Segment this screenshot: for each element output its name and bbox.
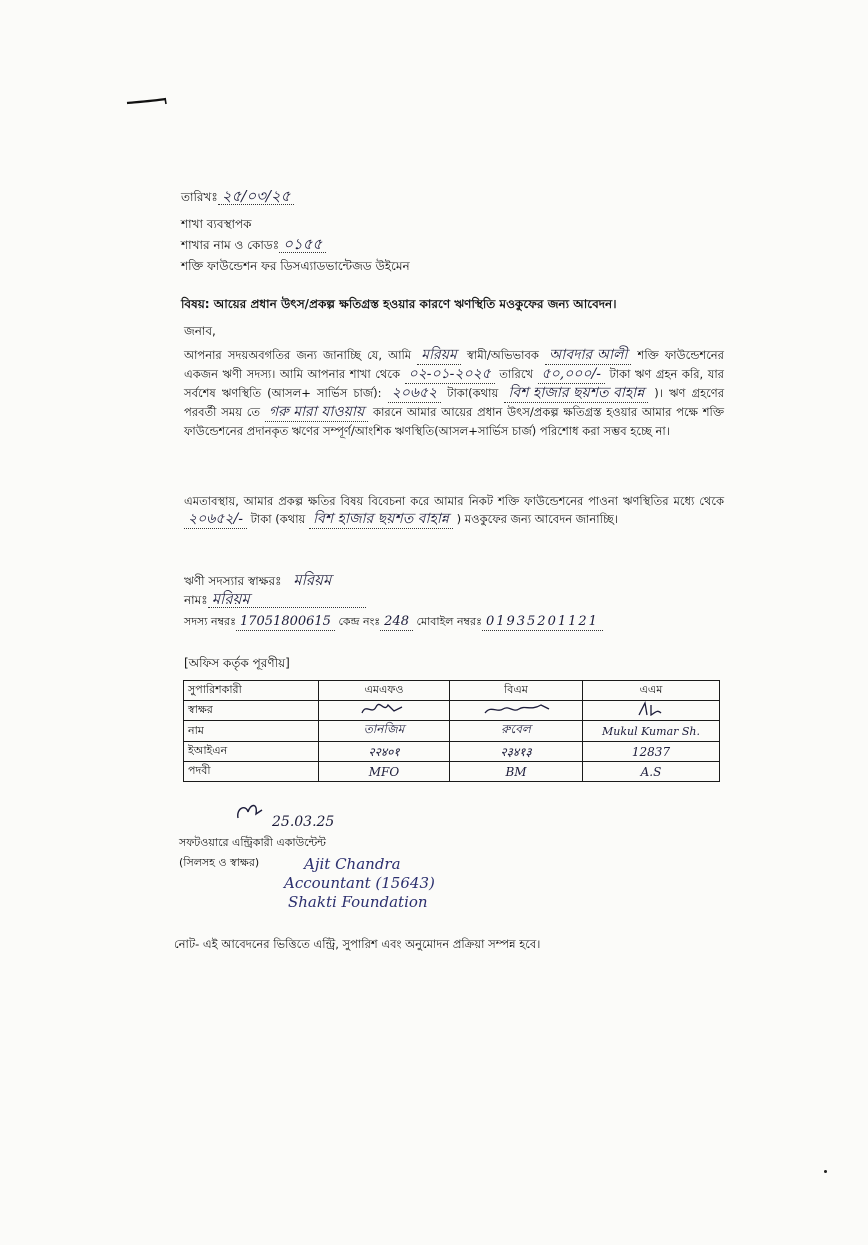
branch-label: শাখার নাম ও কোডঃ [181,238,280,252]
waiver-amount-words: বিশ হাজার ছয়শত বাহান্ন [309,510,453,529]
table-header: সুপারিশকারী [184,681,319,701]
table-cell: MFO [319,762,450,782]
center-number-label: কেন্দ্র নংঃ [338,615,381,628]
p1-text-5: টাকা ঋণ গ্রহন করি, যার সর্বশেষ ঋণস্থিতি (আসল+ সার্ভিস চার্জ): [184,367,724,400]
table-cell: २३४१३ [450,742,583,762]
subject-line: বিষয়: আয়ের প্রধান উৎস/প্রকল্প ক্ষতিগ্রস্ত হওয়ার কারণে ঋণস্থিতি মওকুফের জন্য আবেদন। [181,297,617,311]
member-signature-line [184,572,331,589]
pen-mark [126,96,168,106]
p1-text-1: আপনার সদয়অবগতির জন্য জানাচ্ছি যে, আমি [184,348,412,362]
stamp-role: Accountant (15643) [284,874,435,892]
organization-line: শক্তি ফাউন্ডেশন ফর ডিসএ্যাডভান্টেজড উইমেন [181,259,410,273]
table-cell: A.S [583,762,720,782]
table-cell: BM [450,762,583,782]
member-name-line [184,591,366,608]
table-row [184,721,720,742]
member-signature-label: ঋণী সদস্যার স্বাক্ষরঃ [184,574,282,588]
body-paragraph-1 [184,346,724,440]
table-cell: २२४०१ [319,742,450,762]
loan-date: ০২-০১-২০২৫ [405,365,495,384]
p1-text-3: শক্তি ফাউন্ডেশনের একজন ঋণী সদস্য। আমি আপনার শাখা থেকে [184,348,725,381]
p1-text-7: )। ঋণ গ্রহণের পরবর্তী সময় তে [184,386,725,419]
member-number-label: সদস্য নম্বরঃ [184,615,236,628]
member-name: মরিয়ম [208,591,366,608]
table-header: এমএফও [319,681,450,701]
p1-text-8: কারনে আমার আয়ের প্রধান উৎস/প্রকল্প ক্ষতিগ্রস্ত হওয়ার আমার পক্ষে শক্তি ফাউন্ডেশনের প্রদানকৃত ঋণের সম্পূর্ণ/আংশিক ঋণস্থিতি(আসল+সার্ভিস চার্জ) পরিশোধ করা সম্ভব হচ্ছে না। [184,405,724,438]
mobile-number: 01935201121 [482,614,603,631]
row-label: স্বাক্ষর [184,701,319,721]
office-use-label: [অফিস কর্তৃক পূরণীয়] [184,656,290,670]
row-label: ইআইএন [184,742,319,762]
p2-text-2: টাকা (কথায় [250,512,306,526]
approval-table [183,680,720,782]
mfo-signature [354,701,414,717]
stamp-organization: Shakti Foundation [288,893,428,911]
stamp-name: Ajit Chandra [304,855,401,873]
salutation: জনাব, [184,324,216,338]
accountant-subtitle: (সিলসহ ও স্বাক্ষর) [179,856,260,869]
footer-note: নোট- এই আবেদনের ভিত্তিতে এন্ট্রি, সুপারিশ এবং অনুমোদন প্রক্রিয়া সম্পন্ন হবে। [174,937,541,951]
member-signature: মরিয়ম [293,571,332,589]
outstanding-amount: ২০৬৫২ [388,384,442,403]
branch-code: ০১৫৫ [279,236,326,253]
member-name-label: নামঃ [184,593,208,607]
member-number: 17051800615 [236,614,335,631]
stray-dot [824,1170,827,1173]
branch-manager: শাখা ব্যবস্থাপক [181,217,252,231]
accountant-title: সফটওয়ারে এন্ট্রিকারী একাউন্টেন্ট [179,836,326,849]
signature-cell [319,701,450,721]
loan-amount: ৫০,০০০/- [538,365,605,384]
table-row [184,742,720,762]
damage-reason: গরু মারা যাওয়ায় [265,403,368,422]
outstanding-words: বিশ হাজার ছয়শত বাহান্ন [504,384,648,403]
accountant-sign-date: 25.03.25 [272,814,335,830]
body-paragraph-2 [184,492,724,529]
table-header-row [184,681,720,701]
date-label: তারিখঃ [181,190,218,204]
date-line [181,188,294,205]
table-cell: Mukul Kumar Sh. [583,721,720,742]
branch-line [181,236,326,253]
center-number: 248 [380,614,413,631]
bm-signature [471,701,561,717]
date-value: ২৫/০৩/২৫ [218,188,295,205]
accountant-signature [232,800,272,824]
signature-cell [450,701,583,721]
table-row [184,762,720,782]
table-cell: 12837 [583,742,720,762]
p1-text-6: টাকা(কথায় [447,386,499,400]
table-header: বিএম [450,681,583,701]
mobile-number-label: মোবাইল নম্বরঃ [416,615,482,628]
p1-text-4: তারিখে [499,367,534,381]
row-label: পদবী [184,762,319,782]
p2-text-1: এমতাবস্থায়, আমার প্রকল্প ক্ষতির বিষয় বিবেচনা করে আমার নিকট শক্তি ফাউন্ডেশনের পাওনা ঋণস্থিতির মধ্যে থেকে [184,494,724,508]
row-label: নাম [184,721,319,742]
table-header: এএম [583,681,720,701]
table-cell: তানজিম [319,721,450,742]
p1-text-2: স্বামী/অভিভাবক [466,348,539,362]
am-signature [631,701,671,717]
p2-text-3: ) মওকুফের জন্য আবেদন জানাচ্ছি। [456,512,618,526]
guardian-name: আবদার আলী [545,346,631,365]
member-numbers-line [184,614,603,631]
table-row [184,701,720,721]
signature-cell [583,701,720,721]
table-cell: রুবেল [450,721,583,742]
waiver-amount: ২০৬৫২/- [184,510,247,529]
applicant-name: মরিয়ম [417,346,461,365]
